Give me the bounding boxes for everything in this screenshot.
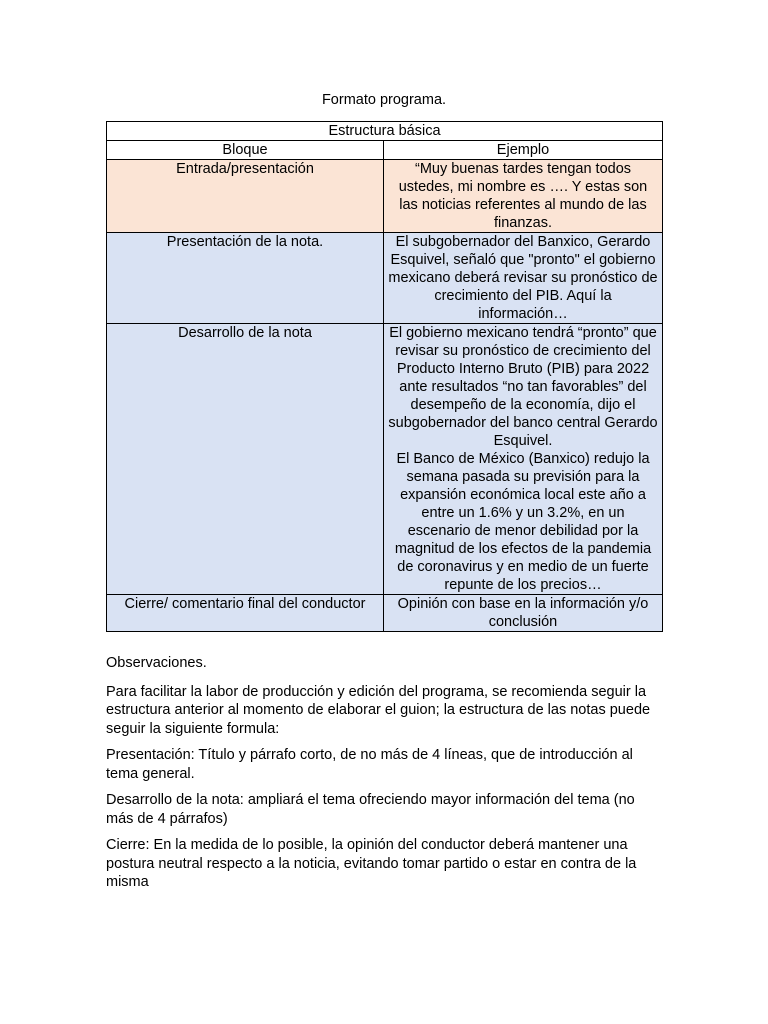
- program-structure-table: [106, 121, 663, 632]
- example-cell: [384, 324, 663, 595]
- table-row: [107, 324, 663, 595]
- block-cell: Desarrollo de la nota: [107, 324, 384, 595]
- header-bloque: Bloque: [107, 141, 384, 160]
- block-cell: Entrada/presentación: [107, 160, 384, 233]
- table-caption: Estructura básica: [107, 122, 663, 141]
- table-row: [107, 233, 663, 324]
- observations-section: [106, 654, 666, 900]
- example-paragraph: El Banco de México (Banxico) redujo la semana pasada su previsión para la expansión económica local este año a entre un 1.6% y un 3.2%, en un escenario de menor debilidad por la magnitud de los efectos de la pandemia de coronavirus y en medio de un fuerte repunte de los precios…: [394, 451, 652, 593]
- example-cell: El subgobernador del Banxico, Gerardo Esquivel, señaló que "pronto" el gobierno mexicano deberá revisar su pronóstico de crecimiento del PIB. Aquí la información…: [384, 233, 663, 324]
- example-paragraph: El gobierno mexicano tendrá “pronto” que revisar su pronóstico de crecimiento del Producto Interno Bruto (PIB) para 2022 ante resultados “no tan favorables” del desempeño de la economía, dijo el subgobernador del banco central Gerardo Esquivel.: [388, 325, 658, 449]
- table-row: [107, 160, 663, 233]
- block-cell: Cierre/ comentario final del conductor: [107, 595, 384, 632]
- example-cell: Opinión con base en la información y/o conclusión: [384, 595, 663, 632]
- observations-heading: Observaciones.: [106, 655, 207, 671]
- observation-paragraph: Para facilitar la labor de producción y edición del programa, se recomienda seguir la estructura anterior al momento de elaborar el guion; la estructura de las notas puede seguir la siguiente formula:: [106, 683, 651, 737]
- header-ejemplo: Ejemplo: [384, 141, 663, 160]
- example-cell: “Muy buenas tardes tengan todos ustedes, mi nombre es …. Y estas son las noticias referentes al mundo de las finanzas.: [384, 160, 663, 233]
- table-header-row: [107, 141, 663, 160]
- observation-paragraph: Desarrollo de la nota: ampliará el tema ofreciendo mayor información del tema (no más de 4 párrafos): [106, 792, 635, 827]
- table-caption-row: [107, 122, 663, 141]
- observation-paragraph: Cierre: En la medida de lo posible, la opinión del conductor deberá mantener una postura neutral respecto a la noticia, evitando tomar partido o estar en contra de la misma: [106, 837, 637, 890]
- document-title: Formato programa.: [321, 92, 447, 108]
- block-cell: Presentación de la nota.: [107, 233, 384, 324]
- table-row: [107, 595, 663, 632]
- observation-paragraph: Presentación: Título y párrafo corto, de no más de 4 líneas, que de introducción al tema general.: [106, 747, 633, 782]
